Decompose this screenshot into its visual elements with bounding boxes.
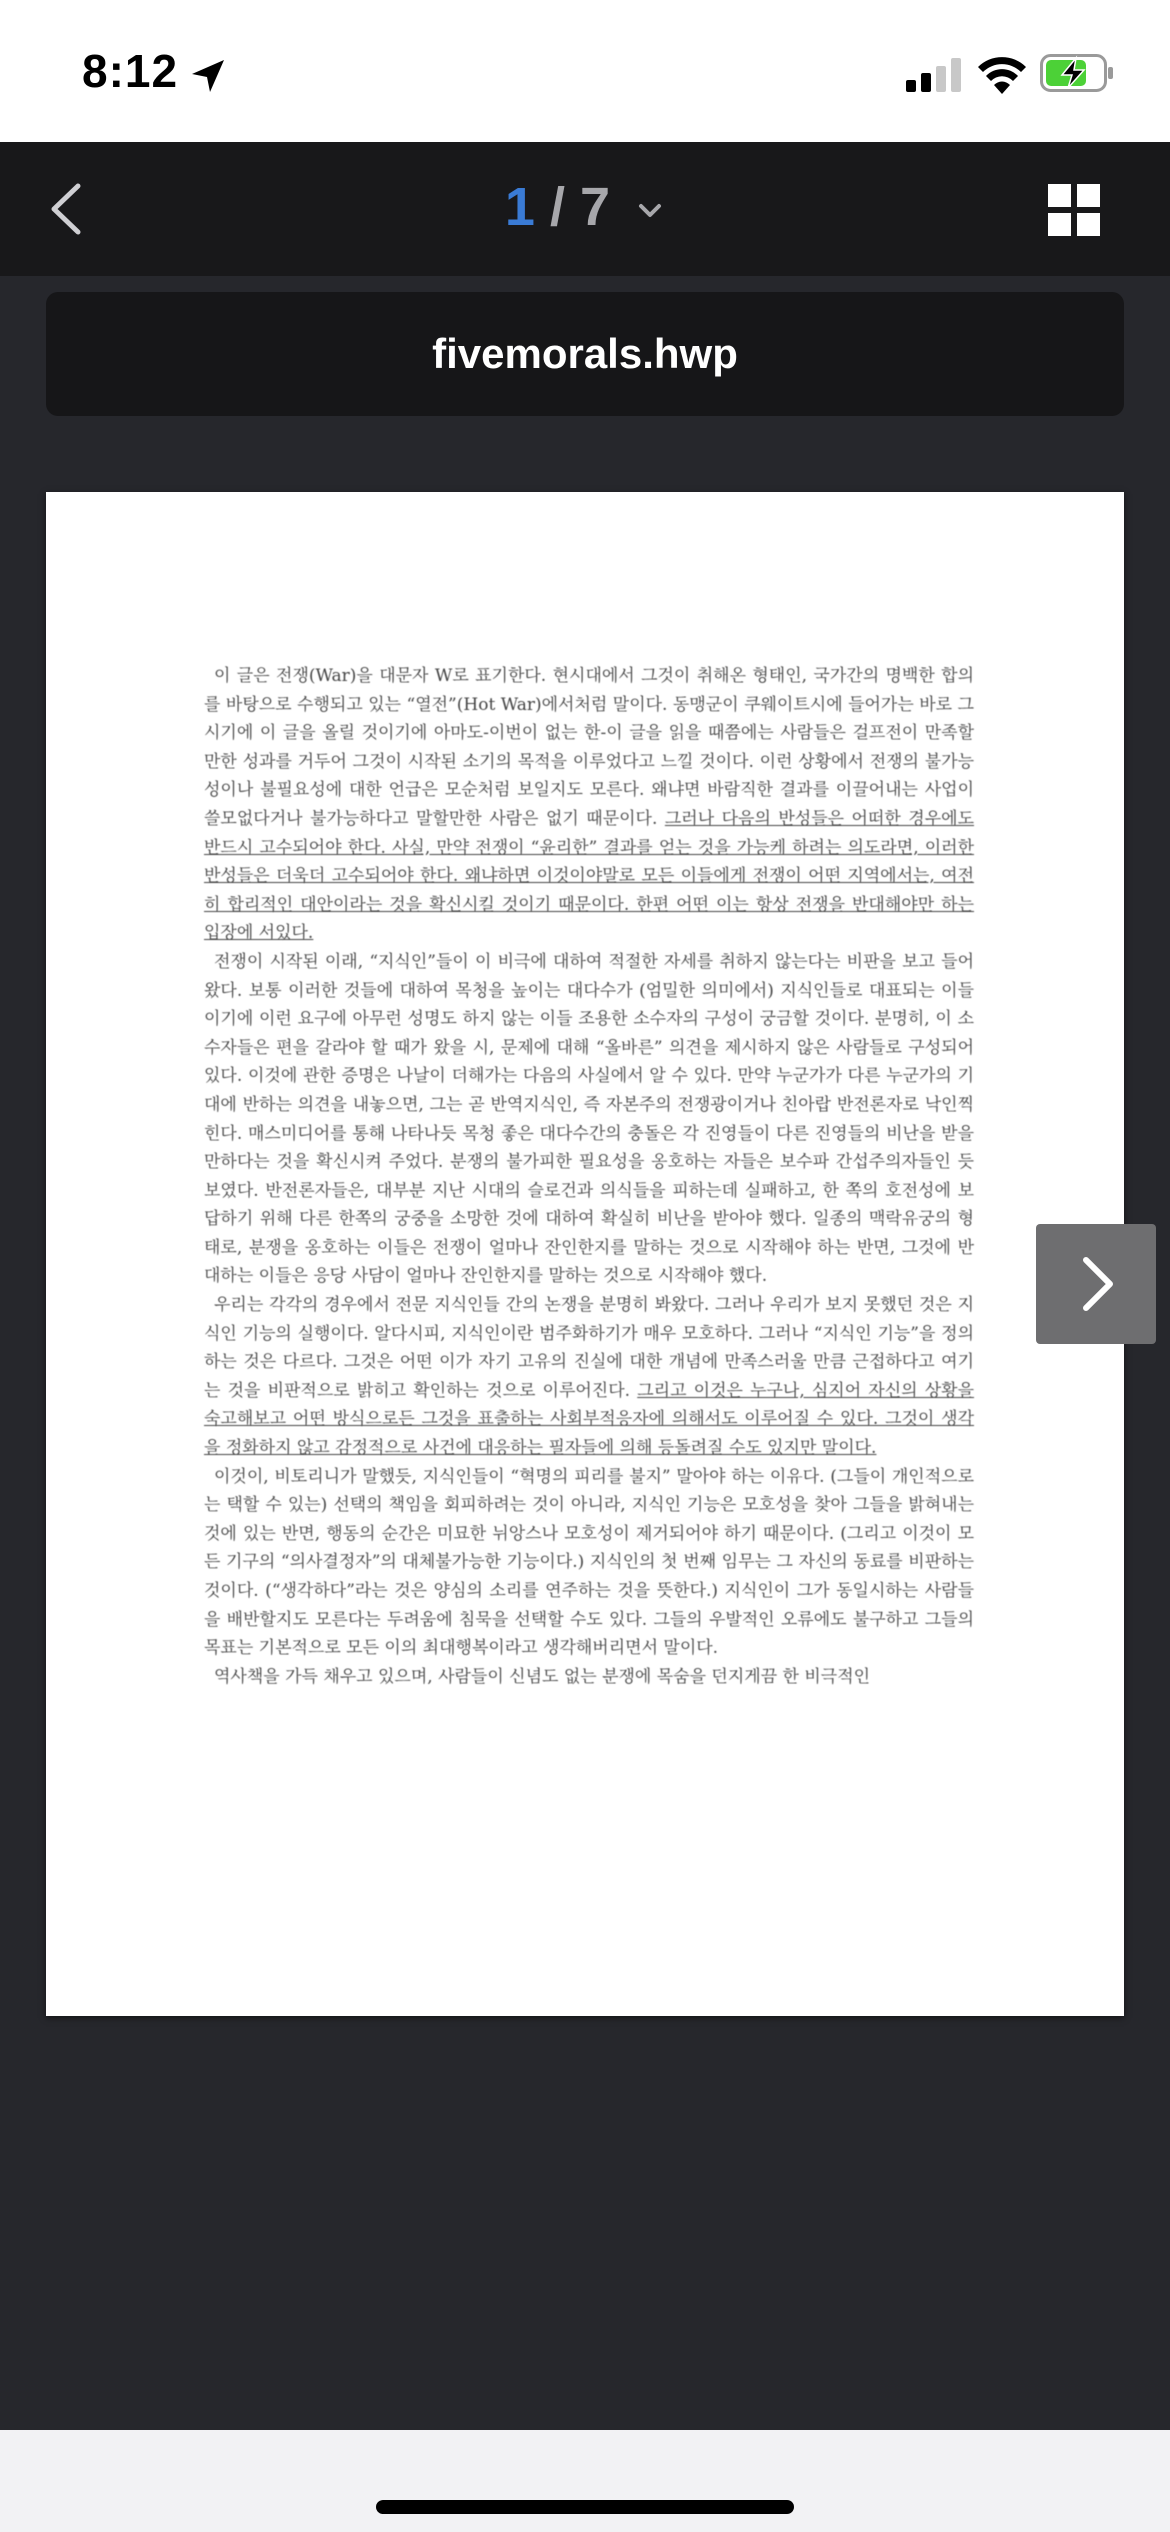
file-name-banner: fivemorals.hwp (46, 292, 1124, 416)
location-arrow-icon (188, 56, 228, 96)
status-bar (0, 0, 1170, 142)
paragraph: 역사책을 가득 채우고 있으며, 사람들이 신념도 없는 분쟁에 목숨을 던지게끔 한 비극적인 (214, 1666, 871, 1687)
page-separator: / (549, 177, 565, 237)
document-viewer[interactable] (0, 276, 1170, 2430)
status-time: 8:12 (82, 45, 179, 97)
next-page-button[interactable] (1036, 1224, 1156, 1344)
page-indicator[interactable] (0, 176, 1170, 238)
nav-bar (0, 142, 1170, 276)
paragraph: 이 글은 전쟁(War)을 대문자 W로 표기한다. 현시대에서 그것이 취해온 형태인, 국가간의 명백한 합의를 바탕으로 수행되고 있는 “열전”(Hot War)에서처럼 말이다. 동맹군이 쿠웨이트시에 들어가는 바로 그 시기에 이 글을 올릴 것이기에 아마도-이번이 없는 한-이 글을 읽을 때쯤에는 사람들은 걸프전이 만족할만한 성과를 거두어 그것이 시작된 소기의 목적을 이루었다고 느낄 것이다. 이런 상황에서 전쟁의 불가능성이나 불필요성에 대한 언급은 모순처럼 보일지도 모른다. 왜냐면 바람직한 결과를 이끌어내는 사업이 쓸모없다거나 불가능하다고 말할만한 사람은 없기 때문이다. 그러나 다음의 반성들은 어떠한 경우에도 반드시 고수되어야 한다. 사실, 만약 전쟁이 “윤리한” 결과를 얻는 것을 가능케 하려는 의도라면, 이러한 반성들은 더욱더 고수되어야 한다. 왜냐하면 이것이야말로 모든 이들에게 전쟁이 어떤 지역에서는, 여전히 합리적인 대안이라는 것을 확신시킬 것이기 때문이다. 한편 어떤 이는 항상 전쟁을 반대해야만 하는 입장에 서있다. (204, 666, 974, 944)
home-indicator[interactable] (376, 2500, 794, 2514)
paragraph: 전쟁이 시작된 이래, “지식인”들이 이 비극에 대하여 적절한 자세를 취하지 않는다는 비판을 보고 들어왔다. 보통 이러한 것들에 대하여 목청을 높이는 대다수가 (엄밀한 의미에서) 지식인들로 대표되는 이들이기에 이런 요구에 아무런 성명도 하지 않는 이들 조용한 소수자의 구성이 궁금할 것이다. 분명히, 이 소수자들은 편을 갈라야 할 때가 왔을 시, 문제에 대해 “올바른” 의견을 제시하지 않은 사람들로 구성되어 있다. 이것에 관한 증명은 나날이 더해가는 다음의 사실에서 알 수 있다. 만약 누군가가 다른 누군가의 기대에 반하는 의견을 내놓으면, 그는 곧 반역지식인, 즉 자본주의 전쟁광이거나 친아랍 반전론자로 낙인찍힌다. 매스미디어를 통해 나타나듯 목청 좋은 대다수간의 충돌은 각 진영들이 다른 진영들의 비난을 받을 만하다는 것을 확신시켜 주었다. 분쟁의 불가피한 필요성을 옹호하는 자들은 보수파 간섭주의자들인 듯 보였다. 반전론자들은, 대부분 지난 시대의 슬로건과 의식들을 피하는데 실패하고, 한 쪽의 호전성에 보답하기 위해 다른 한쪽의 궁중을 소망한 것에 대하여 확실히 비난을 받아야 했다. 일종의 맥락유궁의 형태로, 분쟁을 옹호하는 이들은 전쟁이 얼마나 잔인한지를 말하는 것으로 시작해야 하는 반면, 그것에 반대하는 이들은 응당 사담이 얼마나 잔인한지를 말하는 것으로 시작해야 했다. (204, 951, 974, 1287)
grid-view-icon[interactable] (1048, 184, 1100, 236)
document-page[interactable] (46, 492, 1124, 2016)
chevron-right-icon (1036, 1224, 1156, 1344)
page-total: 7 (580, 177, 611, 237)
battery-charging-icon (1040, 54, 1116, 92)
paragraph: 우리는 각각의 경우에서 전문 지식인들 간의 논쟁을 분명히 봐왔다. 그러나 우리가 보지 못했던 것은 지식인 기능의 실행이다. 알다시피, 지식인이란 범주화하기가 매우 모호하다. 그러나 “지식인 기능”을 정의하는 것은 다르다. 그것은 어떤 이가 자기 고유의 진실에 대한 개념에 만족스러울 만큼 근접하다고 여기는 것을 비판적으로 밝히고 확인하는 것으로 이루어진다. 그리고 이것은 누구나, 심지어 자신의 상황을 숙고해보고 어떤 방식으로든 그것을 표출하는 사회부적응자에 의해서도 이루어질 수 있다. 그것이 생각을 정화하지 않고 감정적으로 사건에 대응하는 필자들에 의해 등돌려질 수도 있지만 말이다. (204, 1295, 975, 1459)
wifi-icon (978, 54, 1026, 94)
cellular-signal-icon (906, 58, 962, 92)
paragraph: 이것이, 비토리니가 말했듯, 지식인들이 “혁명의 피리를 불지” 말아야 하는 이유다. (그들이 개인적으로는 택할 수 있는) 선택의 책임을 회피하려는 것이 아니라, 지식인 기능은 모호성을 찾아 그들을 밝혀내는 것에 있는 반면, 행동의 순간은 미묘한 뉘앙스나 모호성이 제거되어야 하기 때문이다. (그리고 이것이 모든 기구의 “의사결정자”의 대체불가능한 기능이다.) 지식인의 첫 번째 임무는 그 자신의 동료를 비판하는 것이다. (“생각하다”라는 것은 양심의 소리를 연주하는 것을 뜻한다.) 지식인이 그가 동일시하는 사람들을 배반할지도 모른다는 두려움에 침묵을 선택할 수도 있다. 그들의 우발적인 오류에도 불구하고 그들의 목표는 기본적으로 모든 이의 최대행복이라고 생각해버리면서 말이다. (204, 1466, 974, 1659)
chevron-down-icon (635, 196, 665, 226)
page-current: 1 (504, 177, 535, 237)
document-text (204, 662, 974, 1691)
home-indicator-area (0, 2430, 1170, 2532)
